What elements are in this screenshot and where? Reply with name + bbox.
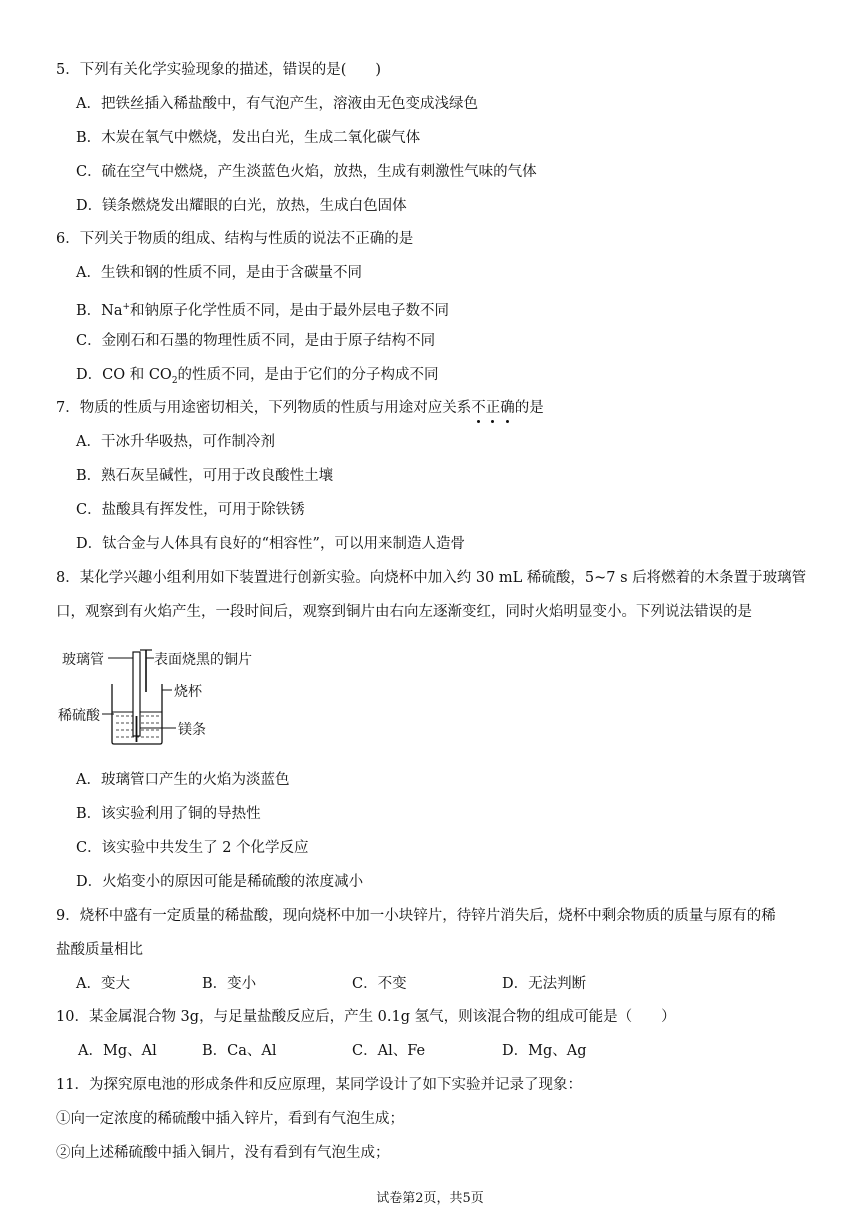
- question-9-stem-line1: 9．烧杯中盛有一定质量的稀盐酸，现向烧杯中加一小块锌片，待锌片消失后，烧杯中剩余物质的质量与原有的稀: [56, 908, 776, 924]
- question-7-option-b: B．熟石灰呈碱性，可用于改良酸性土壤: [76, 468, 334, 484]
- label-dilute-sulfuric-acid: 稀硫酸: [58, 708, 100, 724]
- question-6-option-b: [76, 297, 449, 321]
- question-5-stem: 5．下列有关化学实验现象的描述，错误的是( ): [56, 62, 382, 78]
- question-6-option-d: [76, 365, 439, 391]
- subscript-2: 2: [171, 375, 178, 386]
- question-6-stem: 6．下列关于物质的组成、结构与性质的说法不正确的是: [56, 231, 414, 247]
- stem-text-end: 的是: [514, 400, 544, 416]
- question-8-stem-line1: 8．某化学兴趣小组利用如下装置进行创新实验。向烧杯中加入约 30 mL 稀硫酸，5~7 s 后将燃着的木条置于玻璃管: [56, 570, 807, 586]
- question-7-option-c: C．盐酸具有挥发性，可用于除铁锈: [76, 502, 305, 518]
- question-7-stem: [56, 398, 544, 418]
- question-8-option-c: C．该实验中共发生了 2 个化学反应: [76, 840, 309, 856]
- label-copper-sheet: 表面烧黑的铜片: [154, 652, 252, 668]
- question-11-stem: 11．为探究原电池的形成条件和反应原理，某同学设计了如下实验并记录了现象：: [56, 1077, 582, 1093]
- superscript-plus: +: [122, 302, 131, 312]
- stem-text: 7．物质的性质与用途密切相关，下列物质的性质与用途对应关系: [56, 400, 472, 416]
- option-d-prefix: D．CO 和 CO: [76, 367, 172, 383]
- question-10-option-a: A．Mg、Al: [78, 1043, 157, 1059]
- question-11-step-1: ①向一定浓度的稀硫酸中插入锌片，看到有气泡生成；: [56, 1111, 404, 1127]
- question-11-step-2: ②向上述稀硫酸中插入铜片，没有看到有气泡生成；: [56, 1145, 390, 1161]
- question-6-option-c: C．金刚石和石墨的物理性质不同，是由于原子结构不同: [76, 333, 436, 349]
- question-9-option-b: B．变小: [202, 976, 257, 992]
- question-10-option-b: B．Ca、Al: [202, 1043, 277, 1059]
- question-8-stem-line2: 口，观察到有火焰产生，一段时间后，观察到铜片由右向左逐渐变红，同时火焰明显变小。下列说法错误的是: [56, 604, 752, 620]
- question-5-option-a: A．把铁丝插入稀盐酸中，有气泡产生，溶液由无色变成浅绿色: [76, 96, 478, 112]
- apparatus-diagram: [56, 646, 256, 746]
- question-9-stem-line2: 盐酸质量相比: [56, 942, 143, 958]
- option-d-text: 的性质不同，是由于它们的分子构成不同: [177, 367, 439, 383]
- question-8-option-b: B．该实验利用了铜的导热性: [76, 806, 261, 822]
- question-5-option-c: C．硫在空气中燃烧，产生淡蓝色火焰，放热，生成有刺激性气味的气体: [76, 164, 537, 180]
- question-7-option-a: A．干冰升华吸热，可作制冷剂: [76, 434, 275, 450]
- question-10-option-d: D．Mg、Ag: [502, 1043, 587, 1059]
- emphasis-char: 不: [471, 400, 486, 416]
- label-magnesium-ribbon: 镁条: [178, 722, 206, 738]
- question-8-option-a: A．玻璃管口产生的火焰为淡蓝色: [76, 772, 290, 788]
- label-glass-tube: 玻璃管: [62, 652, 104, 668]
- question-8-option-d: D．火焰变小的原因可能是稀硫酸的浓度减小: [76, 874, 364, 890]
- question-5-option-b: B．木炭在氧气中燃烧，发出白光，生成二氧化碳气体: [76, 130, 421, 146]
- option-b-text: 和钠原子化学性质不同，是由于最外层电子数不同: [130, 302, 450, 319]
- question-9-option-c: C．不变: [352, 976, 407, 992]
- option-b-prefix: B．Na: [76, 302, 123, 319]
- question-7-option-d: D．钛合金与人体具有良好的“相容性”，可以用来制造人造骨: [76, 536, 465, 552]
- emphasis-char: 确: [500, 400, 515, 416]
- question-9-option-a: A．变大: [76, 976, 130, 992]
- question-9-option-d: D．无法判断: [502, 976, 587, 992]
- question-10-stem: 10．某金属混合物 3g，与足量盐酸反应后，产生 0.1g 氢气，则该混合物的组成可能是（ ）: [56, 1009, 676, 1025]
- label-beaker: 烧杯: [174, 684, 202, 700]
- page-footer: 试卷第2页，共5页: [376, 1191, 484, 1206]
- emphasis-char: 正: [485, 400, 501, 416]
- question-6-option-a: A．生铁和钢的性质不同，是由于含碳量不同: [76, 265, 362, 281]
- question-10-option-c: C．Al、Fe: [352, 1043, 426, 1059]
- question-5-option-d: D．镁条燃烧发出耀眼的白光，放热，生成白色固体: [76, 198, 407, 214]
